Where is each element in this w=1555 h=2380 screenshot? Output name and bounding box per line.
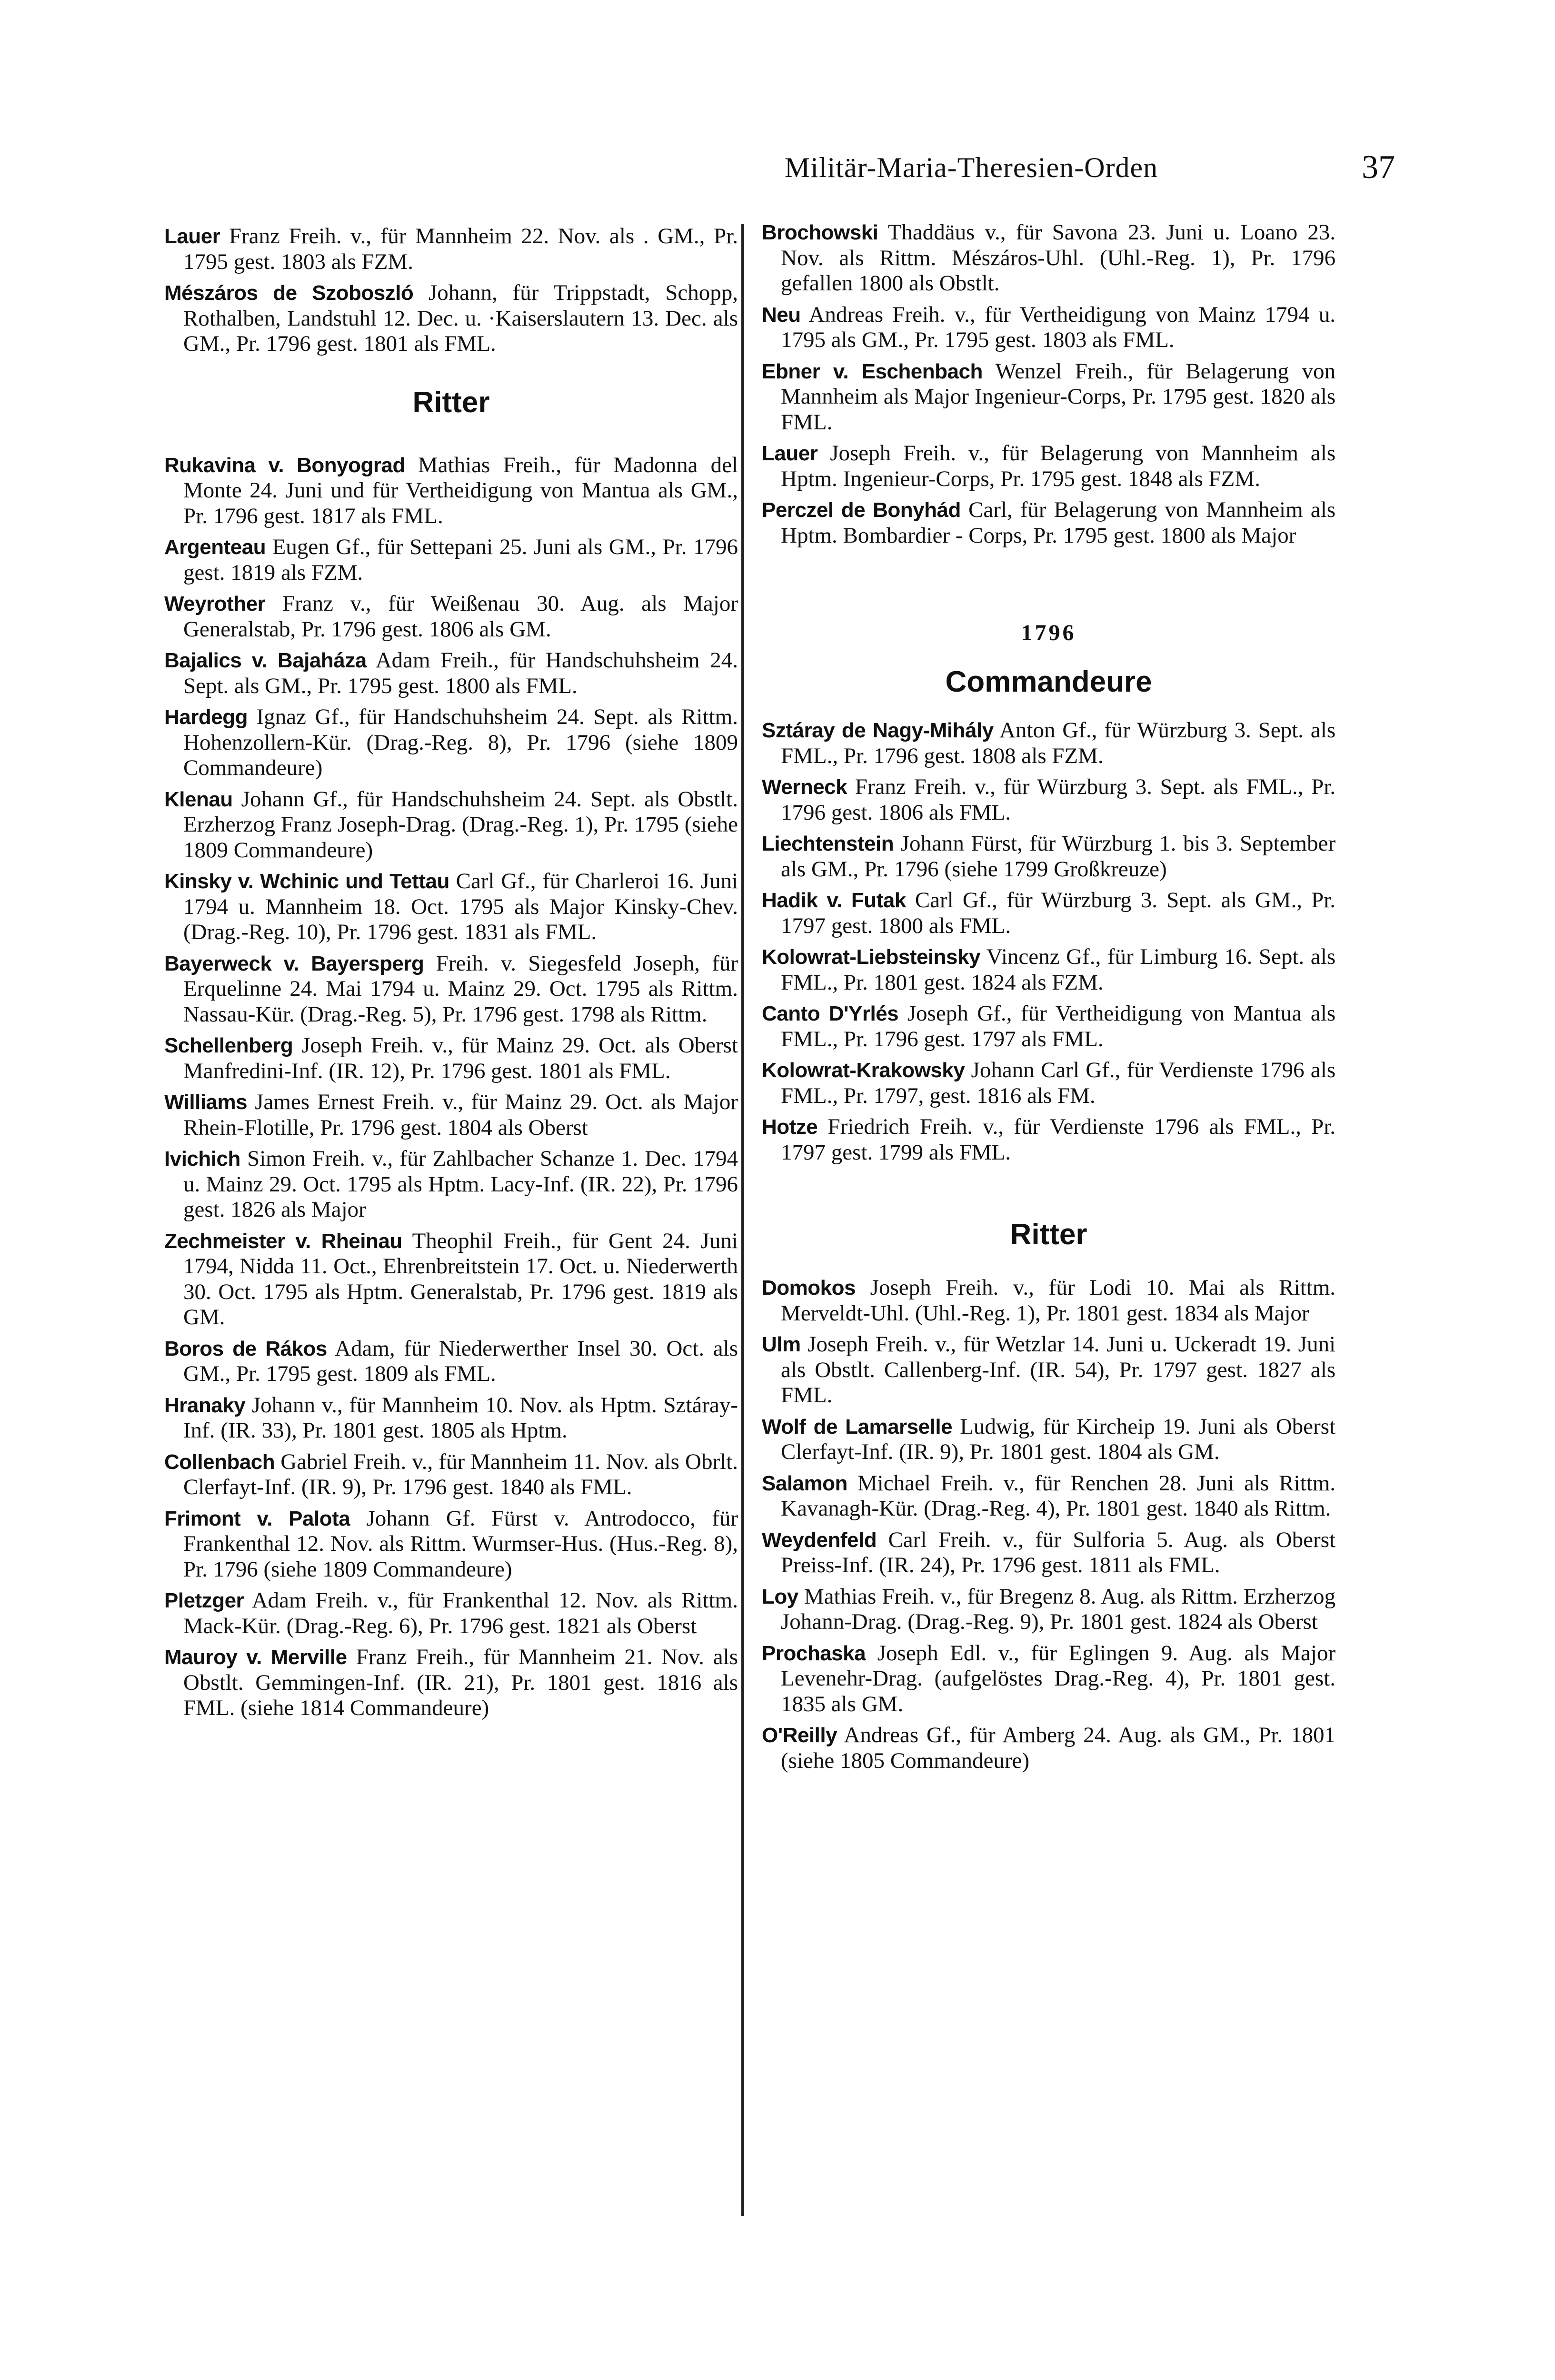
entry-name: Prochaska bbox=[762, 1641, 866, 1665]
entry-name: Pletzger bbox=[164, 1589, 244, 1612]
entry bbox=[762, 441, 1336, 492]
entry-name: Domokos bbox=[762, 1276, 856, 1299]
entry-text: Johann Gf. Fürst v. Antrodocco, für Frankenthal 12. Nov. als Rittm. Wurmser-Hus. (Hus.-Reg. 8), Pr. 1796 (siehe 1809 Commandeure) bbox=[183, 1506, 738, 1582]
entry-text: Ignaz Gf., für Handschuhsheim 24. Sept. als Rittm. Hohenzollern-Kür. (Drag.-Reg. 8), Pr. 1796 (siehe 1809 Commandeure) bbox=[183, 704, 738, 780]
entry-name: Neu bbox=[762, 303, 801, 327]
entry-text: Franz Freih. v., für Würzburg 3. Sept. als FML., Pr. 1796 gest. 1806 als FML. bbox=[781, 774, 1336, 825]
entry-text: Franz Freih. v., für Mannheim 22. Nov. als . GM., Pr. 1795 gest. 1803 als FZM. bbox=[183, 224, 738, 274]
entry-text: Ludwig, für Kircheip 19. Juni als Oberst Clerfayt-Inf. (IR. 9), Pr. 1801 gest. 1804 als GM. bbox=[781, 1414, 1336, 1464]
entry bbox=[164, 648, 738, 699]
entry-name: Bayerweck v. Bayersperg bbox=[164, 952, 424, 975]
left-ritter-list bbox=[164, 453, 738, 1721]
right-ritter-list bbox=[762, 1275, 1336, 1774]
entry-name: Williams bbox=[164, 1091, 248, 1114]
entry-name: Wolf de Lamarselle bbox=[762, 1415, 953, 1438]
entry bbox=[762, 1584, 1336, 1635]
entry-name: Sztáray de Nagy-Mihály bbox=[762, 719, 994, 742]
entry-text: Joseph Freih. v., für Wetzlar 14. Juni u. Uckeradt 19. Juni als Obstlt. Callenberg-Inf. (IR. 54), Pr. 1797 gest. 1827 als FML. bbox=[781, 1332, 1336, 1408]
entry-name: Collenbach bbox=[164, 1450, 275, 1474]
entry bbox=[762, 1058, 1336, 1109]
entry-name: Liechtenstein bbox=[762, 832, 894, 855]
entry bbox=[164, 1506, 738, 1583]
entry-name: Argenteau bbox=[164, 536, 266, 559]
entry bbox=[164, 1449, 738, 1500]
entry-name: Perczel de Bonyhád bbox=[762, 498, 961, 522]
entry bbox=[762, 944, 1336, 995]
column-divider bbox=[741, 224, 744, 2216]
entry bbox=[762, 302, 1336, 353]
right-intro-list bbox=[762, 220, 1336, 548]
entry-text: Adam, für Niederwerther Insel 30. Oct. als GM., Pr. 1795 gest. 1809 als FML. bbox=[183, 1336, 738, 1386]
entry-text: Joseph Edl. v., für Eglingen 9. Aug. als Major Levenehr-Drag. (aufgelöstes Drag.-Reg. 4), Pr. 1801 gest. 1835 als GM. bbox=[781, 1640, 1336, 1716]
page-header-title: Militär-Maria-Theresien-Orden bbox=[784, 152, 1158, 183]
entry bbox=[762, 1527, 1336, 1578]
entry-name: Lauer bbox=[762, 442, 818, 465]
entry-name: Werneck bbox=[762, 775, 847, 799]
entry-text: Carl Freih. v., für Sulforia 5. Aug. als Oberst Preiss-Inf. (IR. 24), Pr. 1796 gest. 1811 als FML. bbox=[781, 1527, 1336, 1577]
entry-text: Joseph Freih. v., für Lodi 10. Mai als Rittm. Merveldt-Uhl. (Uhl.-Reg. 1), Pr. 1801 gest. 1834 als Major bbox=[781, 1275, 1336, 1326]
entry bbox=[164, 453, 738, 529]
entry bbox=[762, 1001, 1336, 1052]
entry-text: Mathias Freih., für Madonna del Monte 24. Juni und für Vertheidigung von Mantua als GM., Pr. 1796 gest. 1817 als FML. bbox=[183, 452, 738, 528]
entry bbox=[164, 1146, 738, 1223]
entry-name: Kinsky v. Wchinic und Tettau bbox=[164, 870, 449, 893]
entry-name: Weydenfeld bbox=[762, 1528, 877, 1552]
entry bbox=[164, 869, 738, 945]
entry-text: Freih. v. Siegesfeld Joseph, für Erquelinne 24. Mai 1794 u. Mainz 29. Oct. 1795 als Rittm. Nassau-Kür. (Drag.-Reg. 5), Pr. 1796 gest. 1798 als Rittm. bbox=[183, 951, 738, 1027]
entry bbox=[762, 1641, 1336, 1717]
entry bbox=[762, 220, 1336, 297]
entry-text: Johann Fürst, für Würzburg 1. bis 3. September als GM., Pr. 1796 (siehe 1799 Großkreuze) bbox=[781, 831, 1336, 882]
entry bbox=[164, 1645, 738, 1721]
entry-name: Hardegg bbox=[164, 705, 248, 729]
entry-text: Anton Gf., für Würzburg 3. Sept. als FML., Pr. 1796 gest. 1808 als FZM. bbox=[781, 718, 1336, 768]
entry-name: Rukavina v. Bonyograd bbox=[164, 453, 405, 477]
entry-text: James Ernest Freih. v., für Mainz 29. Oct. als Major Rhein-Flotille, Pr. 1796 gest. 1804 als Oberst bbox=[183, 1090, 738, 1140]
entry-name: Zechmeister v. Rheinau bbox=[164, 1229, 402, 1253]
entry-name: Schellenberg bbox=[164, 1034, 293, 1057]
entry-text: Thaddäus v., für Savona 23. Juni u. Loano 23. Nov. als Rittm. Mészáros-Uhl. (Uhl.-Reg. 1), Pr. 1796 gefallen 1800 als Obstlt. bbox=[781, 220, 1336, 296]
entry-name: Ivichich bbox=[164, 1147, 240, 1170]
entry-name: Mészáros de Szoboszló bbox=[164, 281, 414, 305]
left-intro-list bbox=[164, 224, 738, 357]
entry-name: Hadik v. Futak bbox=[762, 889, 906, 912]
entry-text: Friedrich Freih. v., für Verdienste 1796 als FML., Pr. 1797 gest. 1799 als FML. bbox=[781, 1114, 1336, 1165]
entry-name: Hotze bbox=[762, 1115, 818, 1139]
entry-text: Carl Gf., für Würzburg 3. Sept. als GM., Pr. 1797 gest. 1800 als FML. bbox=[781, 888, 1336, 938]
entry bbox=[762, 774, 1336, 825]
entry bbox=[762, 1114, 1336, 1165]
entry-name: Brochowski bbox=[762, 221, 878, 244]
entry-name: Loy bbox=[762, 1585, 798, 1608]
entry-text: Johann Carl Gf., für Verdienste 1796 als FML., Pr. 1797, gest. 1816 als FM. bbox=[781, 1058, 1336, 1108]
entry-text: Johann v., für Mannheim 10. Nov. als Hptm. Sztáray-Inf. (IR. 33), Pr. 1801 gest. 1805 als Hptm. bbox=[183, 1392, 738, 1443]
entry-name: Hranaky bbox=[164, 1393, 246, 1417]
entry-text: Andreas Freih. v., für Vertheidigung von Mainz 1794 u. 1795 als GM., Pr. 1795 gest. 1803 als FML. bbox=[781, 302, 1336, 352]
entry bbox=[762, 831, 1336, 882]
entry-text: Gabriel Freih. v., für Mannheim 11. Nov. als Obrlt. Clerfayt-Inf. (IR. 9), Pr. 1796 gest. 1840 als FML. bbox=[183, 1449, 738, 1499]
entry-text: Joseph Gf., für Vertheidigung von Mantua als FML., Pr. 1796 gest. 1797 als FML. bbox=[781, 1001, 1336, 1051]
entry-name: Bajalics v. Bajaháza bbox=[164, 649, 367, 672]
entry-text: Joseph Freih. v., für Mainz 29. Oct. als Oberst Manfredini-Inf. (IR. 12), Pr. 1796 gest. 1801 als FML. bbox=[183, 1033, 738, 1083]
commandeure-list bbox=[762, 718, 1336, 1165]
entry bbox=[164, 1393, 738, 1444]
commandeure-heading: Commandeure bbox=[945, 665, 1152, 698]
entry-text: Adam Freih. v., für Frankenthal 12. Nov. als Rittm. Mack-Kür. (Drag.-Reg. 6), Pr. 1796 gest. 1821 als Oberst bbox=[183, 1588, 738, 1638]
entry bbox=[762, 888, 1336, 939]
entry bbox=[164, 1336, 738, 1387]
entry bbox=[762, 359, 1336, 436]
entry bbox=[762, 1471, 1336, 1522]
year-heading: 1796 bbox=[1021, 620, 1077, 645]
entry bbox=[164, 1090, 738, 1140]
entry bbox=[762, 1275, 1336, 1326]
entry bbox=[164, 535, 738, 585]
entry-name: Ulm bbox=[762, 1333, 801, 1356]
entry-text: Carl, für Belagerung von Mannheim als Hptm. Bombardier - Corps, Pr. 1795 gest. 1800 als Major bbox=[781, 497, 1336, 548]
entry bbox=[164, 280, 738, 357]
entry-text: Franz v., für Weißenau 30. Aug. als Major Generalstab, Pr. 1796 gest. 1806 als GM. bbox=[183, 591, 738, 642]
entry-name: Kolowrat-Liebsteinsky bbox=[762, 945, 980, 969]
entry-name: Boros de Rákos bbox=[164, 1337, 327, 1360]
entry-name: Klenau bbox=[164, 787, 233, 811]
entry-name: O'Reilly bbox=[762, 1724, 837, 1747]
entry bbox=[164, 224, 738, 275]
entry-name: Ebner v. Eschenbach bbox=[762, 359, 983, 383]
entry bbox=[164, 787, 738, 863]
entry-text: Mathias Freih. v., für Bregenz 8. Aug. als Rittm. Erzherzog Johann-Drag. (Drag.-Reg. 9), Pr. 1801 gest. 1824 als Oberst bbox=[781, 1584, 1336, 1634]
entry-text: Joseph Freih. v., für Belagerung von Mannheim als Hptm. Ingenieur-Corps, Pr. 1795 gest. 1848 als FZM. bbox=[781, 441, 1336, 491]
entry bbox=[164, 1229, 738, 1330]
entry bbox=[762, 1332, 1336, 1408]
entry-text: Theophil Freih., für Gent 24. Juni 1794, Nidda 11. Oct., Ehrenbreitstein 17. Oct. u. Niederwerth 30. Oct. 1795 als Hptm. Generalstab, Pr. 1796 gest. 1819 als GM. bbox=[183, 1228, 738, 1329]
page-number: 37 bbox=[1362, 149, 1395, 186]
entry bbox=[762, 718, 1336, 769]
entry-text: Johann, für Trippstadt, Schopp, Rothalben, Landstuhl 12. Dec. u. ·Kaiserslautern 13. Dec. als GM., Pr. 1796 gest. 1801 als FML. bbox=[183, 280, 738, 356]
entry bbox=[762, 1723, 1336, 1774]
entry bbox=[164, 1033, 738, 1084]
entry-text: Eugen Gf., für Settepani 25. Juni als GM., Pr. 1796 gest. 1819 als FZM. bbox=[183, 535, 738, 585]
entry-text: Simon Freih. v., für Zahlbacher Schanze 1. Dec. 1794 u. Mainz 29. Oct. 1795 als Hptm. Lacy-Inf. (IR. 22), Pr. 1796 gest. 1826 als Major bbox=[183, 1146, 738, 1222]
entry-name: Mauroy v. Merville bbox=[164, 1646, 347, 1669]
entry bbox=[164, 951, 738, 1028]
entry-text: Carl Gf., für Charleroi 16. Juni 1794 u. Mannheim 18. Oct. 1795 als Major Kinsky-Chev. (Drag.-Reg. 10), Pr. 1796 gest. 1831 als FML. bbox=[183, 869, 738, 944]
entry-text: Franz Freih., für Mannheim 21. Nov. als Obstlt. Gemmingen-Inf. (IR. 21), Pr. 1801 gest. 1816 als FML. (siehe 1814 Commandeure) bbox=[183, 1645, 738, 1720]
entry bbox=[164, 591, 738, 642]
entry-name: Salamon bbox=[762, 1471, 847, 1495]
entry-text: Vincenz Gf., für Limburg 16. Sept. als FML., Pr. 1801 gest. 1824 als FZM. bbox=[781, 944, 1336, 995]
ritter-heading-left: Ritter bbox=[412, 386, 490, 419]
entry-text: Adam Freih., für Handschuhsheim 24. Sept. als GM., Pr. 1795 gest. 1800 als FML. bbox=[183, 648, 738, 698]
entry-text: Wenzel Freih., für Belagerung von Mannheim als Major Ingenieur-Corps, Pr. 1795 gest. 1820 als FML. bbox=[781, 358, 1336, 435]
entry-name: Kolowrat-Krakowsky bbox=[762, 1059, 965, 1082]
entry-name: Weyrother bbox=[164, 592, 266, 615]
entry-name: Canto D'Yrlés bbox=[762, 1002, 899, 1025]
entry-name: Lauer bbox=[164, 225, 220, 248]
entry bbox=[164, 704, 738, 781]
entry-text: Michael Freih. v., für Renchen 28. Juni als Rittm. Kavanagh-Kür. (Drag.-Reg. 4), Pr. 1801 gest. 1840 als Rittm. bbox=[781, 1470, 1336, 1521]
ritter-heading-right: Ritter bbox=[1010, 1218, 1087, 1251]
entry-text: Johann Gf., für Handschuhsheim 24. Sept. als Obstlt. Erzherzog Franz Joseph-Drag. (Drag.-Reg. 1), Pr. 1795 (siehe 1809 Commandeure) bbox=[183, 786, 738, 863]
entry bbox=[762, 1414, 1336, 1465]
right-column bbox=[762, 220, 1336, 1779]
entry bbox=[762, 497, 1336, 548]
left-column bbox=[164, 224, 738, 1727]
entry-name: Frimont v. Palota bbox=[164, 1507, 350, 1530]
entry-text: Andreas Gf., für Amberg 24. Aug. als GM., Pr. 1801 (siehe 1805 Commandeure) bbox=[781, 1723, 1336, 1773]
entry bbox=[164, 1588, 738, 1639]
